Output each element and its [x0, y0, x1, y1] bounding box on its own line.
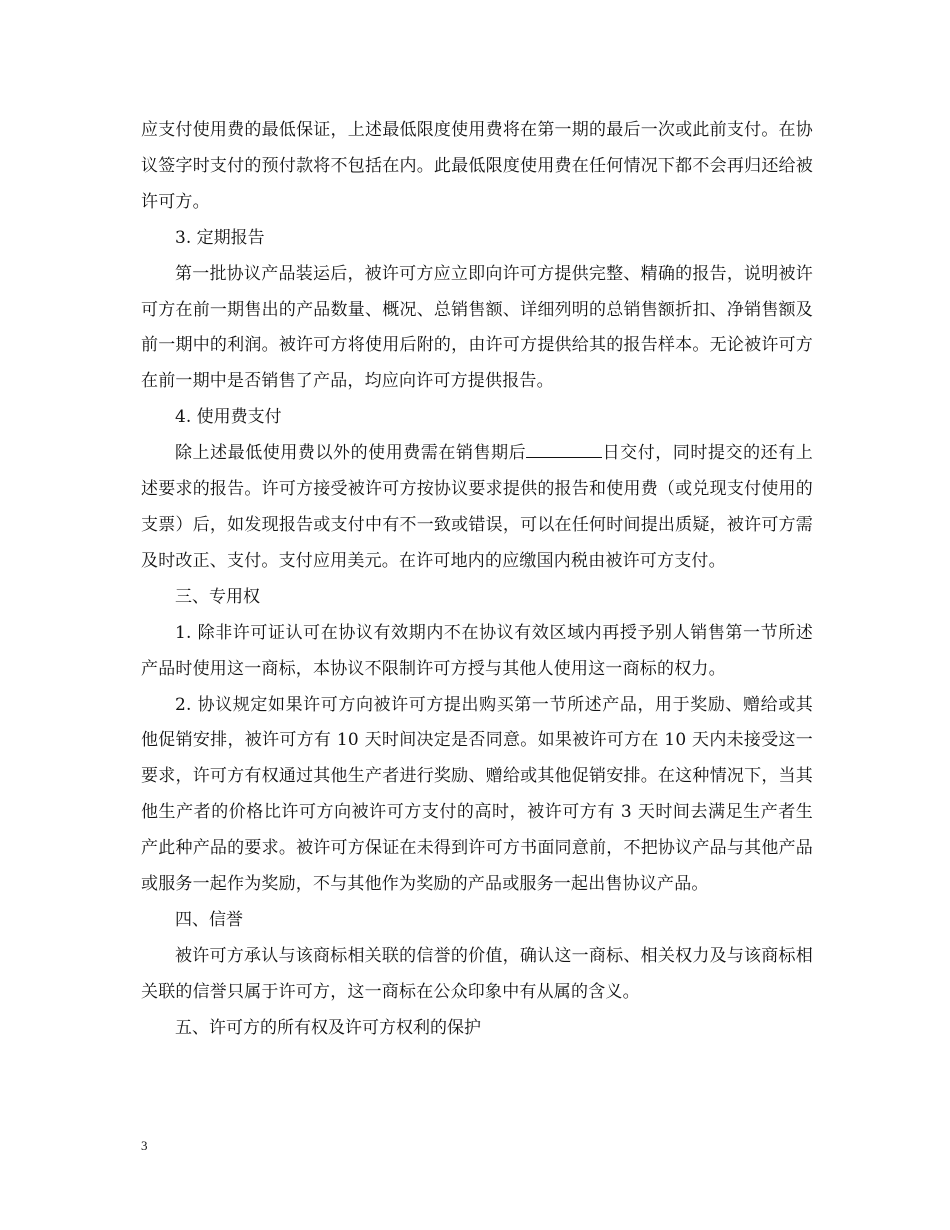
heading-royalty-payment: 4. 使用费支付	[175, 407, 282, 428]
paragraph-royalty-payment	[141, 436, 813, 580]
document-body	[141, 113, 813, 1047]
royalty-payment-text-before: 除上述最低使用费以外的使用费需在销售期后	[175, 443, 527, 464]
paragraph-exclusive-rights-2: 2. 协议规定如果许可方向被许可方提出购买第一节所述产品，用于奖励、赠给或其他促销安排，被许可方有 10 天时间决定是否同意。如果被许可方在 10 天内未接受这一要求，许可方有权通过其他生产者进行奖励、赠给或其他促销安排。在这种情况下，当其他生产者的价格比许可方向被许可方支付的高时，被许可方有 3 天时间去满足生产者生产此种产品的要求。被许可方保证在未得到许可方书面同意前，不把协议产品与其他产品或服务一起作为奖励，不与其他作为奖励的产品或服务一起出售协议产品。	[141, 694, 813, 895]
paragraph-periodic-report: 第一批协议产品装运后，被许可方应立即向许可方提供完整、精确的报告，说明被许可方在前一期售出的产品数量、概况、总销售额、详细列明的总销售额折扣、净销售额及前一期中的利润。被许可方将使用后附的，由许可方提供给其的报告样本。无论被许可方在前一期中是否销售了产品，均应向许可方提供报告。	[141, 263, 813, 392]
page-number: 3	[141, 1138, 148, 1153]
heading-goodwill: 四、信誉	[175, 909, 243, 930]
paragraph-exclusive-rights-1: 1. 除非许可证认可在协议有效期内不在协议有效区域内再授予别人销售第一节所述产品时使用这一商标，本协议不限制许可方授与其他人使用这一商标的权力。	[141, 622, 813, 679]
paragraph-goodwill: 被许可方承认与该商标相关联的信誉的价值，确认这一商标、相关权力及与该商标相关联的信誉只属于许可方，这一商标在公众印象中有从属的含义。	[141, 945, 813, 1002]
heading-exclusive-rights: 三、专用权	[175, 586, 260, 607]
paragraph-min-royalty-continuation: 应支付使用费的最低保证，上述最低限度使用费将在第一期的最后一次或此前支付。在协议签字时支付的预付款将不包括在内。此最低限度使用费在任何情况下都不会再归还给被许可方。	[141, 120, 813, 212]
fill-in-blank	[526, 440, 602, 458]
heading-periodic-report: 3. 定期报告	[175, 227, 265, 248]
heading-ownership-protection: 五、许可方的所有权及许可方权利的保护	[175, 1017, 481, 1038]
royalty-payment-text-after: 日交付，同时提交的还有上述要求的报告。许可方接受被许可方按协议要求提供的报告和使用费（或兑现支付使用的支票）后，如发现报告或支付中有不一致或错误，可以在任何时间提出质疑，被许可方需及时改正、支付。支付应用美元。在许可地内的应缴国内税由被许可方支付。	[141, 443, 813, 571]
